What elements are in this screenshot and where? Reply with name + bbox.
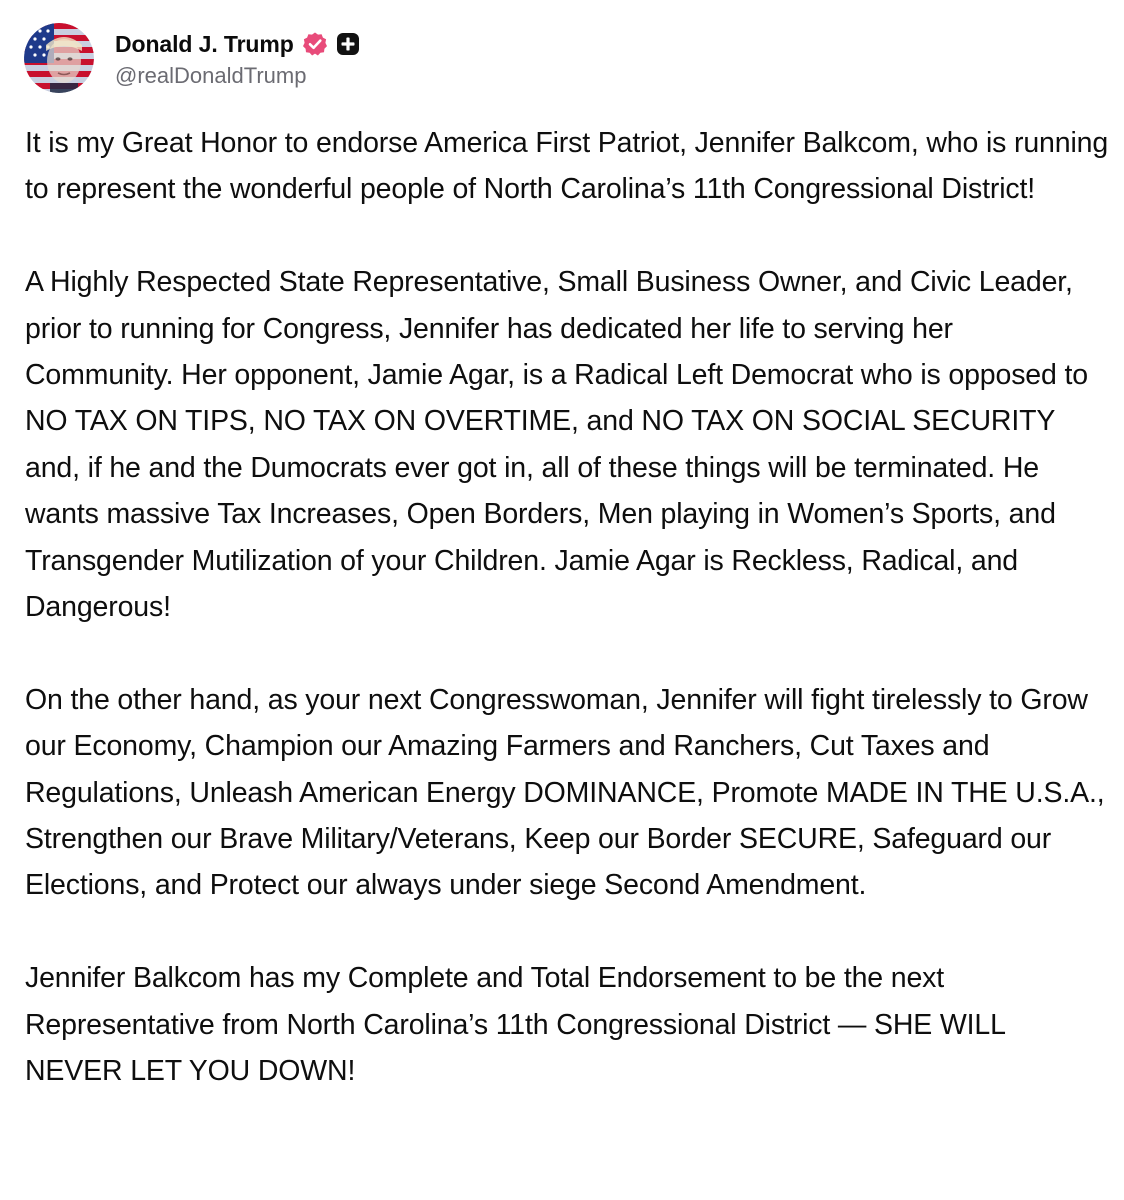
- plus-badge-icon: [336, 32, 360, 56]
- name-row: [115, 27, 360, 61]
- avatar[interactable]: [24, 23, 94, 93]
- author-handle[interactable]: @realDonaldTrump: [115, 63, 307, 88]
- post-paragraph: A Highly Respected State Representative, Small Business Owner, and Civic Leader, prior to running for Congress, Jennifer has dedicated her life to serving her Community. Her opponent, Jamie Agar, is a Radical Left Democrat who is opposed to NO TAX ON TIPS, NO TAX ON OVERTIME, and NO TAX ON SOCIAL SECURITY and, if he and the Dumocrats ever got in, all of these things will be terminated. He wants massive Tax Increases, Open Borders, Men playing in Women’s Sports, and Transgender Mutilization of your Children. Jamie Agar is Reckless, Radical, and Dangerous!: [25, 266, 1088, 624]
- post-paragraph: On the other hand, as your next Congresswoman, Jennifer will fight tirelessly to Grow our Economy, Champion our Amazing Farmers and Ranchers, Cut Taxes and Regulations, Unleash American Energy DOMINANCE, Promote MADE IN THE U.S.A., Strengthen our Brave Military/Veterans, Keep our Border SECURE, Safeguard our Elections, and Protect our always under siege Second Amendment.: [25, 683, 1105, 902]
- post-paragraph: Jennifer Balkcom has my Complete and Total Endorsement to be the next Representative from North Carolina’s 11th Congressional District — SHE WILL NEVER LET YOU DOWN!: [25, 962, 1005, 1088]
- author-identity: [115, 27, 360, 89]
- avatar-image: [24, 23, 94, 93]
- post-body: [25, 120, 1109, 1094]
- post-paragraph: It is my Great Honor to endorse America First Patriot, Jennifer Balkcom, who is running to represent the wonderful people of North Carolina’s 11th Congressional District!: [25, 127, 1109, 206]
- verified-badge-icon: [302, 31, 328, 57]
- display-name[interactable]: Donald J. Trump: [115, 30, 294, 57]
- post-header: [24, 22, 360, 94]
